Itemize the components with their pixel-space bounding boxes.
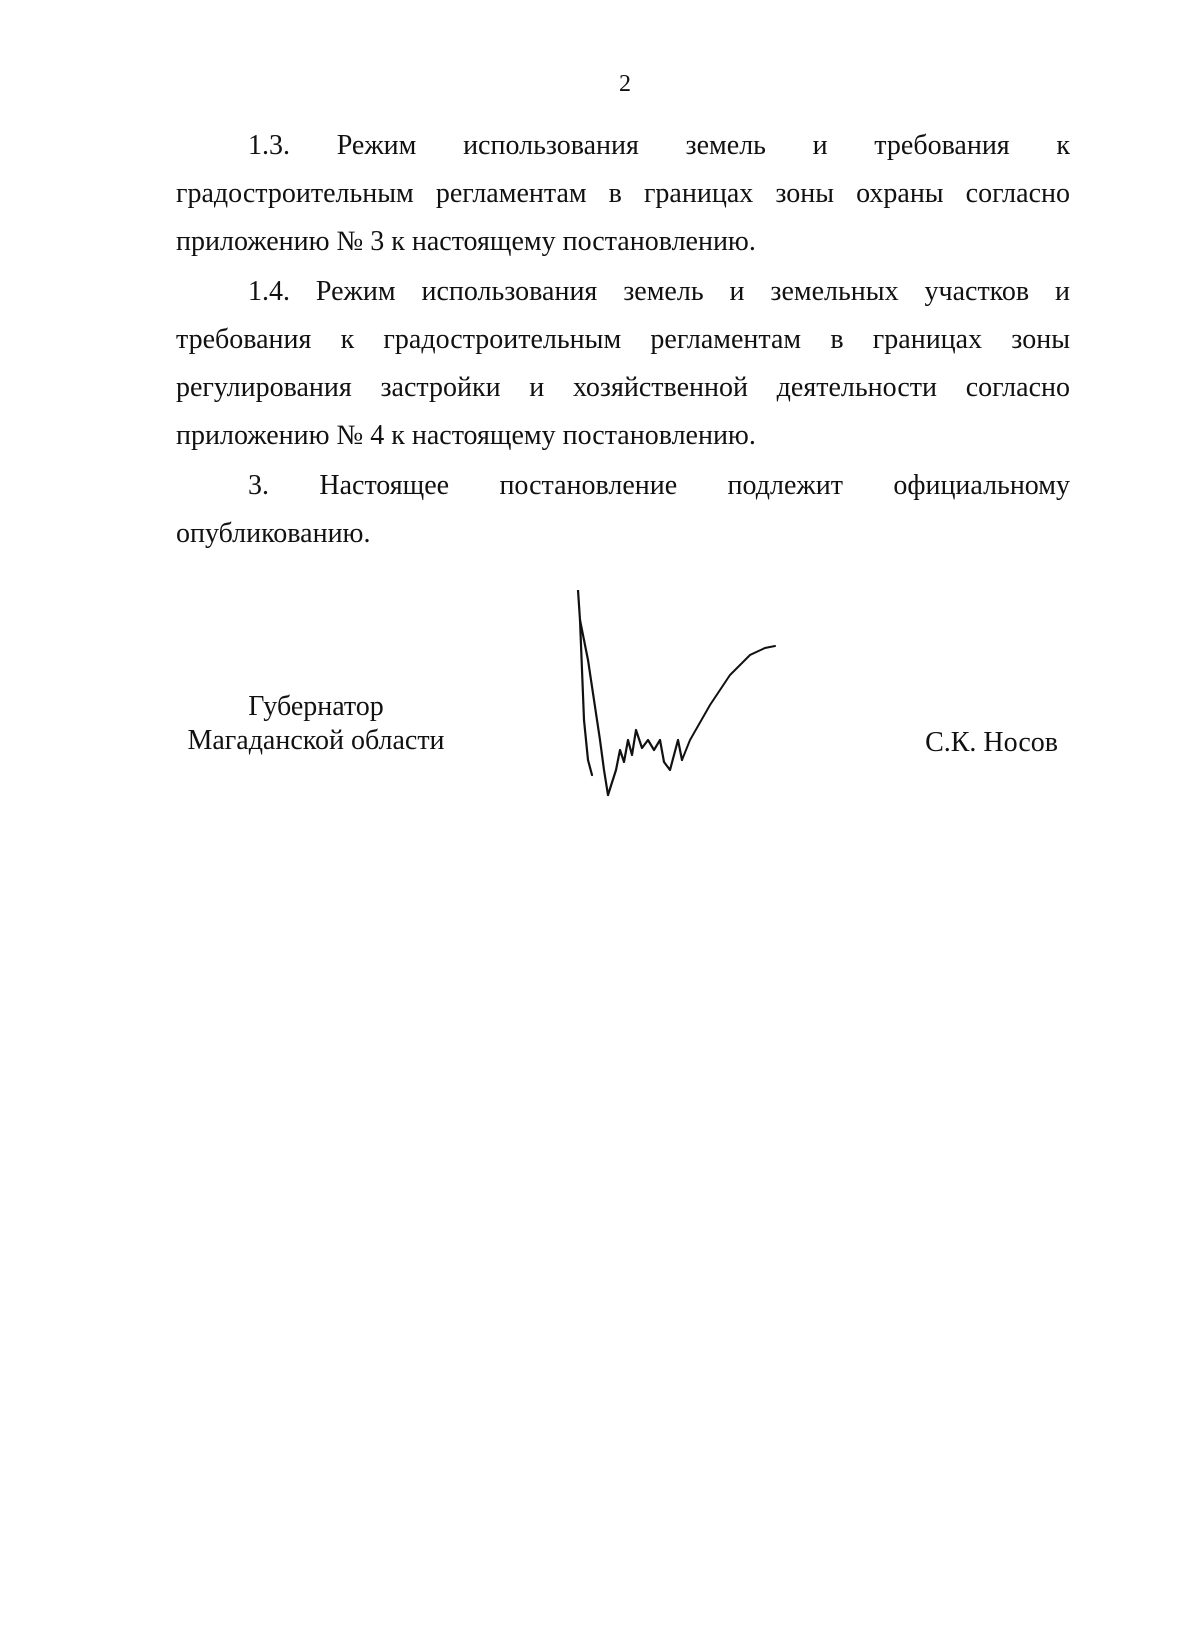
signer-title bbox=[176, 690, 456, 758]
signer-title-line-1: Губернатор bbox=[248, 691, 384, 722]
signer-name: С.К. Носов bbox=[925, 727, 1058, 758]
handwritten-signature bbox=[570, 590, 810, 830]
paragraph-3: 3. Настоящее постановление подлежит официальному опубликованию. bbox=[176, 470, 1070, 549]
document-body bbox=[176, 122, 1070, 558]
signer-title-line-2: Магаданской области bbox=[187, 725, 445, 756]
paragraph-1-4: 1.4. Режим использования земель и земельных участков и требования к градостроительным регламентам в границах зоны регулирования застройки и хозяйственной деятельности согласно приложению № 4 к настоящему постановлению. bbox=[176, 276, 1070, 451]
page-number: 2 bbox=[619, 71, 631, 97]
paragraph-1-3: 1.3. Режим использования земель и требования к градостроительным регламентам в границах зоны охраны согласно приложению № 3 к настоящему постановлению. bbox=[176, 130, 1070, 257]
